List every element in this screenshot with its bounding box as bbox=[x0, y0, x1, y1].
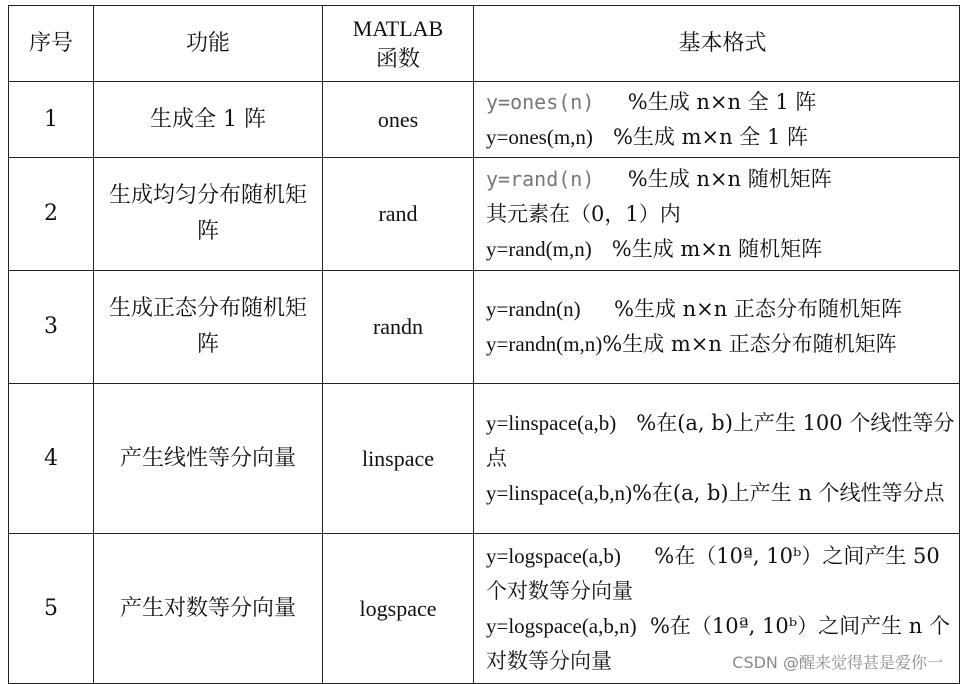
format-line bbox=[486, 406, 959, 476]
format-line bbox=[486, 327, 959, 362]
matlab-function-table bbox=[8, 5, 960, 684]
format-line bbox=[486, 539, 959, 609]
format-code: y=rand(n) bbox=[486, 166, 595, 191]
row-function-cell bbox=[94, 82, 323, 158]
csdn-watermark: CSDN @醒来觉得甚是爱你一 bbox=[728, 650, 947, 673]
format-code: y=linspace(a,b,n) bbox=[486, 481, 632, 505]
row-number: 4 bbox=[9, 384, 94, 534]
format-description: 其元素在（0，1）内 bbox=[486, 201, 681, 226]
format-code: y=logspace(a,b,n) bbox=[486, 613, 637, 638]
row-function-cell bbox=[94, 271, 323, 384]
header-number: 序号 bbox=[9, 6, 94, 82]
row-number: 2 bbox=[9, 158, 94, 271]
row-matlab-function: logspace bbox=[323, 534, 474, 684]
table-row bbox=[9, 82, 960, 158]
row-matlab-function: ones bbox=[323, 82, 474, 158]
row-function-cell bbox=[94, 158, 323, 271]
row-format-cell bbox=[474, 384, 960, 534]
row-matlab-function: rand bbox=[323, 158, 474, 271]
row-function: 产生线性等分向量 bbox=[119, 445, 296, 471]
header-matlab-function bbox=[323, 6, 474, 82]
format-description: %在(a, b)上产生 n 个线性等分点 bbox=[631, 481, 945, 505]
table-row bbox=[9, 158, 960, 271]
format-description: %在(a, b)上产生 100 个线性等分点 bbox=[486, 411, 955, 470]
row-matlab-function: randn bbox=[323, 271, 474, 384]
format-description: %生成 n×n 随机矩阵 bbox=[594, 166, 832, 191]
row-format-cell bbox=[474, 271, 960, 384]
format-code: y=logspace(a,b) bbox=[486, 543, 621, 568]
row-function-cell bbox=[94, 534, 323, 684]
format-line bbox=[486, 120, 959, 155]
format-code: y=linspace(a,b) bbox=[486, 411, 617, 435]
row-format-cell bbox=[474, 158, 960, 271]
format-description: %生成 m×n 随机矩阵 bbox=[591, 236, 823, 261]
format-code: y=ones(m,n) bbox=[486, 124, 593, 149]
format-description: %在（10ª, 10ᵇ）之间产生 50 个对数等分向量 bbox=[486, 543, 947, 603]
row-format-cell bbox=[474, 82, 960, 158]
format-code: y=randn(n) bbox=[486, 297, 581, 321]
table-header-row bbox=[9, 6, 960, 82]
header-matlab-line1: MATLAB bbox=[352, 15, 444, 41]
row-function: 产生对数等分向量 bbox=[119, 595, 296, 621]
format-line bbox=[486, 162, 959, 197]
table-row bbox=[9, 384, 960, 534]
format-description: %在（10ª, 10ᵇ）之间产生 n 个对数等分向量 bbox=[486, 613, 950, 673]
format-code: y=rand(m,n) bbox=[486, 236, 592, 261]
format-line bbox=[486, 232, 959, 267]
format-description: %生成 m×n 全 1 阵 bbox=[592, 124, 808, 149]
table-row bbox=[9, 271, 960, 384]
format-line bbox=[486, 85, 959, 120]
header-basic-format: 基本格式 bbox=[474, 6, 960, 82]
row-function-cell bbox=[94, 384, 323, 534]
header-matlab-line2: 函数 bbox=[375, 45, 420, 71]
row-matlab-function: linspace bbox=[323, 384, 474, 534]
format-line bbox=[486, 476, 959, 511]
row-number: 5 bbox=[9, 534, 94, 684]
row-number: 3 bbox=[9, 271, 94, 384]
header-function: 功能 bbox=[94, 6, 323, 82]
format-code: y=ones(n) bbox=[486, 89, 595, 114]
format-description: %生成 m×n 正态分布随机矩阵 bbox=[602, 332, 897, 356]
format-code: y=randn(m,n) bbox=[486, 332, 603, 356]
format-description: %生成 n×n 正态分布随机矩阵 bbox=[580, 297, 902, 321]
format-line bbox=[486, 292, 959, 327]
row-function: 生成均匀分布随机矩阵 bbox=[108, 183, 307, 244]
row-function: 生成全 1 阵 bbox=[150, 106, 266, 132]
row-number: 1 bbox=[9, 82, 94, 158]
format-line bbox=[486, 197, 959, 232]
format-description: %生成 n×n 全 1 阵 bbox=[594, 89, 817, 114]
row-function: 生成正态分布随机矩阵 bbox=[108, 296, 307, 357]
